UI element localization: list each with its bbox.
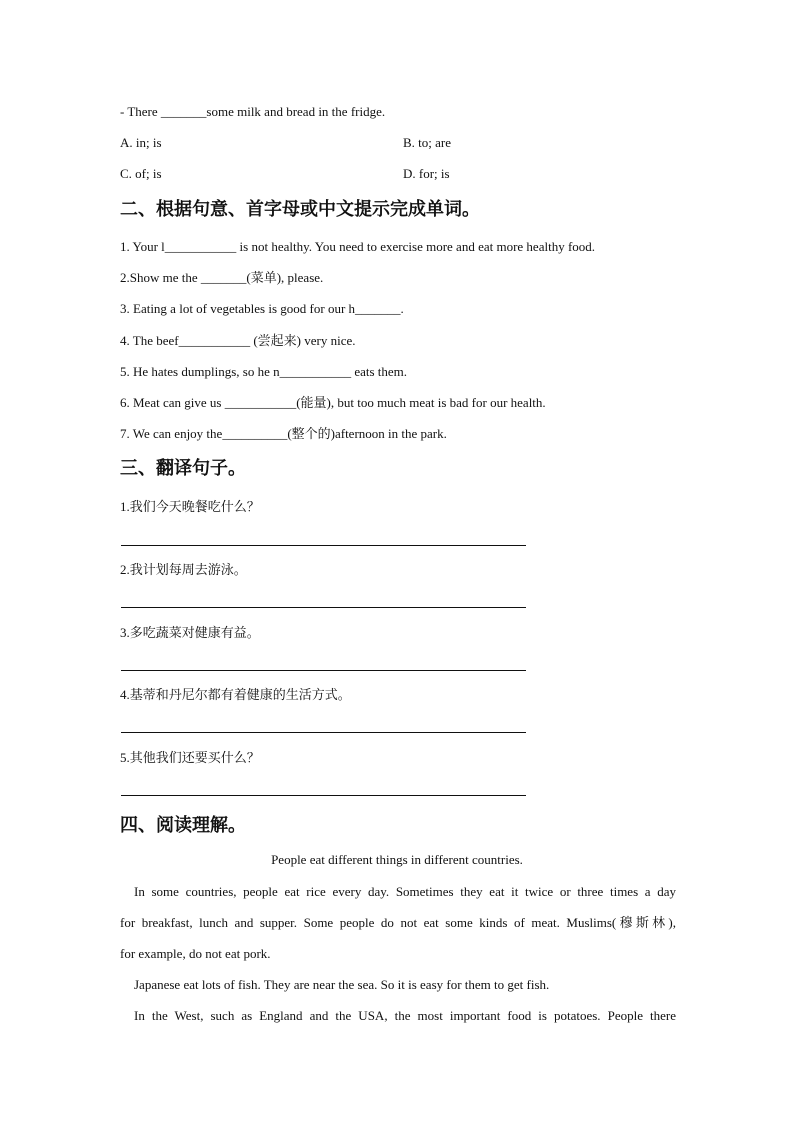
section-heading-translation: 三、翻译句子。 xyxy=(120,458,246,479)
passage-p1-line1: In some countries, people eat rice every day. Sometimes they eat it twice or three times a day xyxy=(134,884,676,899)
mc-option-c: C. of; is xyxy=(120,166,162,181)
fill-item-6: 6. Meat can give us ___________(能量), but too much meat is bad for our health. xyxy=(120,395,546,410)
translate-item-1: 1.我们今天晚餐吃什么？ xyxy=(120,499,260,514)
translate-item-2: 2.我计划每周去游泳。 xyxy=(120,562,247,577)
passage-p1-line3: for example, do not eat pork. xyxy=(120,946,271,961)
translate-item-5: 5.其他我们还要买什么？ xyxy=(120,750,260,765)
fill-item-4: 4. The beef___________ (尝起来) very nice. xyxy=(120,333,356,348)
answer-line-5[interactable] xyxy=(121,795,526,796)
answer-line-1[interactable] xyxy=(121,545,526,546)
section-heading-word-completion: 二、根据句意、首字母或中文提示完成单词。 xyxy=(120,199,480,220)
fill-item-3: 3. Eating a lot of vegetables is good for our h_______. xyxy=(120,301,404,316)
mc-option-a: A. in; is xyxy=(120,135,162,150)
translate-item-3: 3.多吃蔬菜对健康有益。 xyxy=(120,625,260,640)
fill-item-5: 5. He hates dumplings, so he n___________ eats them. xyxy=(120,364,408,379)
mc-question: - There _______some milk and bread in the fridge. xyxy=(120,104,386,119)
fill-item-7: 7. We can enjoy the__________(整个的)afternoon in the park. xyxy=(120,426,447,441)
passage-title: People eat different things in different countries. xyxy=(271,852,523,867)
mc-option-b: B. to; are xyxy=(403,135,452,150)
answer-line-2[interactable] xyxy=(121,607,526,608)
fill-item-1: 1. Your l___________ is not healthy. You need to exercise more and eat more healthy food. xyxy=(120,239,596,254)
answer-line-3[interactable] xyxy=(121,670,526,671)
section-heading-reading: 四、阅读理解。 xyxy=(120,815,246,836)
passage-p2: Japanese eat lots of fish. They are near the sea. So it is easy for them to get fish. xyxy=(134,977,550,992)
passage-p3-line1: In the West, such as England and the USA, the most important food is potatoes. People there xyxy=(134,1008,676,1023)
fill-item-2: 2.Show me the _______(菜单), please. xyxy=(120,270,324,285)
passage-p1-line2: for breakfast, lunch and supper. Some people do not eat some kinds of meat. Muslims(穆斯林), xyxy=(120,915,676,930)
translate-item-4: 4.基蒂和丹尼尔都有着健康的生活方式。 xyxy=(120,687,351,702)
mc-option-d: D. for; is xyxy=(403,166,450,181)
answer-line-4[interactable] xyxy=(121,732,526,733)
